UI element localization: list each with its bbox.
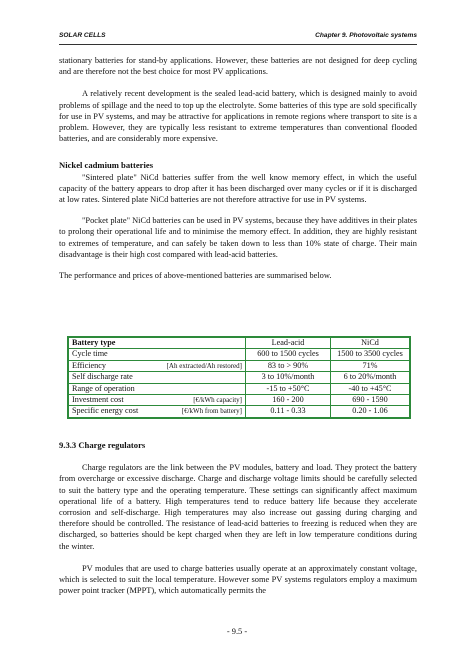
header-left: SOLAR CELLS <box>59 32 106 39</box>
row-label: Investment cost <box>72 395 124 405</box>
paragraph-2: A relatively recent development is the sealed lead-acid battery, which is designed mainly to avoid problems of spillage and the need to top up the electrolyte. Some batteries of this type are sold specifically for use in PV systems, and may be attractive for applications in remote regions where transport to site is a problem. However, they are typically less resistant to extreme temperatures than conventional flooded batteries, and are considerably more expensive. <box>59 89 417 144</box>
table-cell: 160 - 200 <box>246 395 331 406</box>
table-cell: 71% <box>331 360 411 371</box>
table-cell: 3 to 10%/month <box>246 372 331 383</box>
section-heading-nicd: Nickel cadmium batteries <box>59 160 154 171</box>
table-row <box>68 360 410 371</box>
table-cell-label <box>68 360 246 371</box>
battery-comparison-table <box>67 336 411 419</box>
page-body-lower <box>59 440 417 596</box>
table-cell: 600 to 1500 cycles <box>246 349 331 360</box>
paragraph-3: "Sintered plate" NiCd batteries suffer from the well know memory effect, in which the useful capacity of the battery appears to drop after it has been discharged over many cycles or if it is discharged at low rates. Sintered plate NiCd batteries are not therefore attractive for use in PV systems. <box>59 172 417 205</box>
table-header-cell: NiCd <box>331 337 411 349</box>
table-row <box>68 383 410 394</box>
section-heading-regulators: 9.3.3 Charge regulators <box>59 440 146 450</box>
table-cell: 83 to > 90% <box>246 360 331 371</box>
row-unit: [€/kWh capacity] <box>193 396 242 405</box>
table-cell: 0.20 - 1.06 <box>331 406 411 418</box>
table-cell: -15 to +50°C <box>246 383 331 394</box>
table-row <box>68 349 410 360</box>
page-number: - 9.5 - <box>226 627 248 636</box>
table-header-cell: Battery type <box>68 337 246 349</box>
table-cell: 0.11 - 0.33 <box>246 406 331 418</box>
paragraph-7: PV modules that are used to charge batteries usually operate at an approximately constant voltage, which is selected to suit the local temperature. However some PV systems regulators employ a maximum power point tracker (MPPT), which automatically permits the <box>59 563 417 596</box>
header-right: Chapter 9. Photovoltaic systems <box>315 32 417 39</box>
table-cell: 1500 to 3500 cycles <box>331 349 411 360</box>
row-unit: [Ah extracted/Ah restored] <box>166 361 242 370</box>
table-row <box>68 406 410 418</box>
header-rule <box>59 44 417 45</box>
table-cell: 690 - 1590 <box>331 395 411 406</box>
table-cell: -40 to +45°C <box>331 383 411 394</box>
row-label: Range of operation <box>72 383 135 393</box>
paragraph-6: Charge regulators are the link between the PV modules, battery and load. They protect the battery from overcharge or excessive discharge. Charge and discharge voltage limits should be carefully selected to suit the battery type and the operating temperature. These settings can significantly affect maximum operational life of a battery. High temperatures tend to reduce battery life because they accelerate corrosion and self-discharge. High temperatures may also increase out gassing during charging and therefore should be controlled. The resistance of lead-acid batteries to freezing is reduced when they are discharged, so batteries should be kept charged when they are left in low temperature conditions during the winter. <box>59 463 417 551</box>
row-label: Cycle time <box>72 349 108 359</box>
table-row <box>68 395 410 406</box>
row-label: Specific energy cost <box>72 406 139 416</box>
table-header-row <box>68 337 410 349</box>
table-cell-label <box>68 395 246 406</box>
table-cell-label <box>68 372 246 383</box>
row-unit: [€/kWh from battery] <box>181 407 242 416</box>
table-row <box>68 372 410 383</box>
paragraph-4: "Pocket plate" NiCd batteries can be used in PV systems, because they have additives in their plates to prolong their operational life and to minimise the memory effect. In addition, they are highly resistant to extremes of temperature, and can safely be taken down to less than 10% state of charge. Their main disadvantage is their high cost compared with lead-acid batteries. <box>59 216 417 259</box>
table-header-cell: Lead-acid <box>246 337 331 349</box>
table-cell-label <box>68 406 246 418</box>
table-cell: 6 to 20%/month <box>331 372 411 383</box>
row-label: Efficiency <box>72 360 106 370</box>
paragraph-1: stationary batteries for stand-by applications. However, these batteries are not designed for deep cycling and are therefore not the best choice for most PV applications. <box>59 56 417 77</box>
paragraph-5: The performance and prices of above-mentioned batteries are summarised below. <box>59 271 332 281</box>
table-cell-label <box>68 383 246 394</box>
table-cell-label <box>68 349 246 360</box>
page-body <box>59 55 417 281</box>
row-label: Self discharge rate <box>72 372 133 382</box>
